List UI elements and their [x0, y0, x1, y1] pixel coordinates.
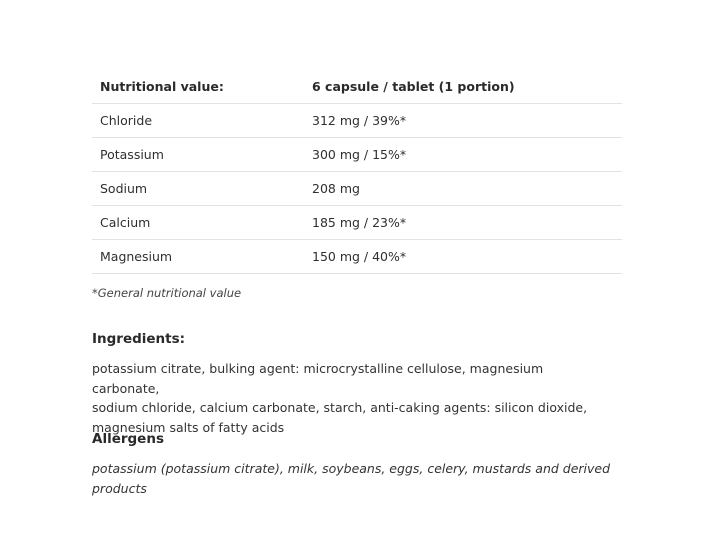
nutrient-value: 208 mg [304, 172, 622, 206]
nutrient-name: Potassium [92, 138, 304, 172]
allergens-line: products [92, 480, 147, 496]
table-row [92, 104, 622, 138]
ingredients-line: magnesium salts of fatty acids [92, 419, 285, 435]
nutrient-name: Chloride [92, 104, 304, 138]
nutrient-value: 300 mg / 15%* [304, 138, 622, 172]
nutrient-value: 312 mg / 39%* [304, 104, 622, 138]
nutrient-name: Magnesium [92, 240, 304, 274]
ingredients-text [92, 359, 612, 437]
nutrition-table [92, 70, 622, 274]
nutrient-name: Sodium [92, 172, 304, 206]
nutrient-name: Calcium [92, 206, 304, 240]
table-row [92, 138, 622, 172]
allergens-heading: Allergens [92, 431, 164, 447]
allergens-text [92, 459, 612, 498]
table-row [92, 240, 622, 274]
footnote: *General nutritional value [92, 286, 242, 300]
column-header-nutrient: Nutritional value: [92, 70, 304, 104]
table-row [92, 206, 622, 240]
table-header-row [92, 70, 622, 104]
nutrient-value: 150 mg / 40%* [304, 240, 622, 274]
allergens-line: potassium (potassium citrate), milk, soybeans, eggs, celery, mustards and derived [92, 461, 611, 476]
table-row [92, 172, 622, 206]
ingredients-heading: Ingredients: [92, 331, 186, 347]
ingredients-line: sodium chloride, calcium carbonate, starch, anti-caking agents: silicon dioxide, [92, 400, 588, 415]
column-header-portion: 6 capsule / tablet (1 portion) [304, 70, 622, 104]
ingredients-line: potassium citrate, bulking agent: microcrystalline cellulose, magnesium carbonate, [92, 361, 544, 396]
nutrient-value: 185 mg / 23%* [304, 206, 622, 240]
